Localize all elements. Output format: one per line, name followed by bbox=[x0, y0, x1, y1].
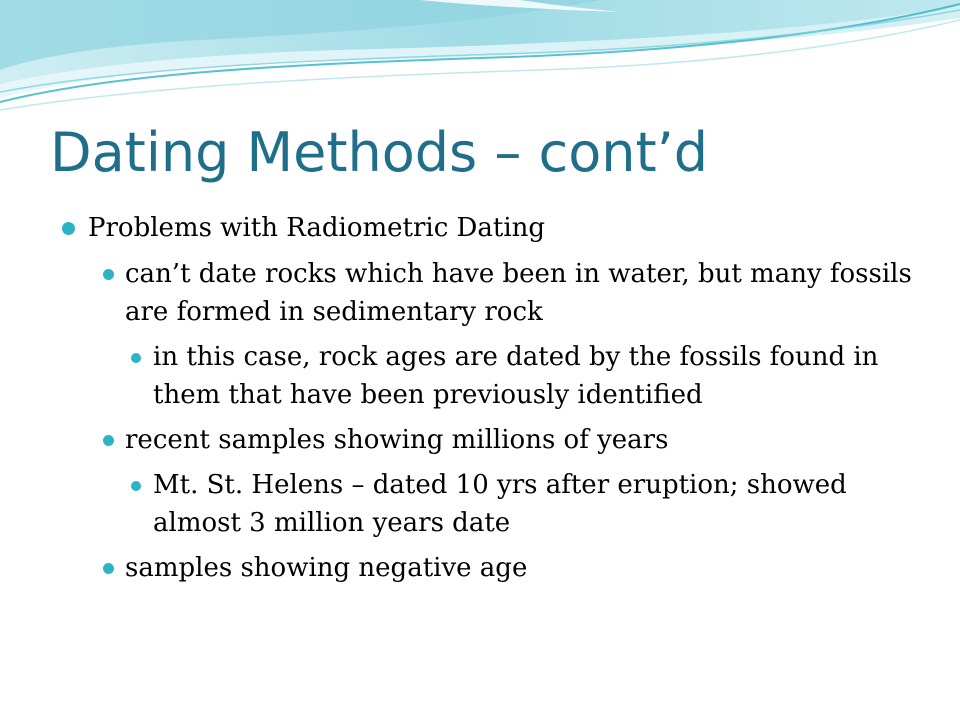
bullet-item-level2 bbox=[100, 255, 922, 331]
bullet-text: samples showing negative age bbox=[125, 553, 528, 583]
bullet-text: Mt. St. Helens – dated 10 yrs after eruption; showed almost 3 million years date bbox=[153, 470, 847, 538]
bullet-dot-icon bbox=[131, 481, 141, 491]
bullet-dot-icon bbox=[103, 435, 114, 446]
slide-title: Dating Methods – cont’d bbox=[50, 121, 709, 184]
bullet-text: can’t date rocks which have been in water, but many fossils are formed in sedimentary rock bbox=[125, 259, 912, 327]
bullet-item-level3 bbox=[128, 466, 922, 542]
bullet-dot-icon bbox=[62, 222, 75, 235]
bullet-dot-icon bbox=[103, 269, 114, 280]
bullet-item-level3 bbox=[128, 338, 922, 414]
bullet-text: Problems with Radiometric Dating bbox=[88, 213, 546, 243]
bullet-dot-icon bbox=[131, 353, 141, 363]
bullet-item-level2 bbox=[100, 549, 922, 587]
bullet-item-level1 bbox=[62, 208, 922, 248]
bullet-text: recent samples showing millions of years bbox=[125, 425, 669, 455]
bullet-item-level2 bbox=[100, 421, 922, 459]
bullet-dot-icon bbox=[103, 563, 114, 574]
bullet-text: in this case, rock ages are dated by the fossils found in them that have been previously identified bbox=[153, 342, 879, 410]
bullet-list bbox=[62, 208, 922, 587]
header-wave-decoration bbox=[0, 0, 960, 120]
